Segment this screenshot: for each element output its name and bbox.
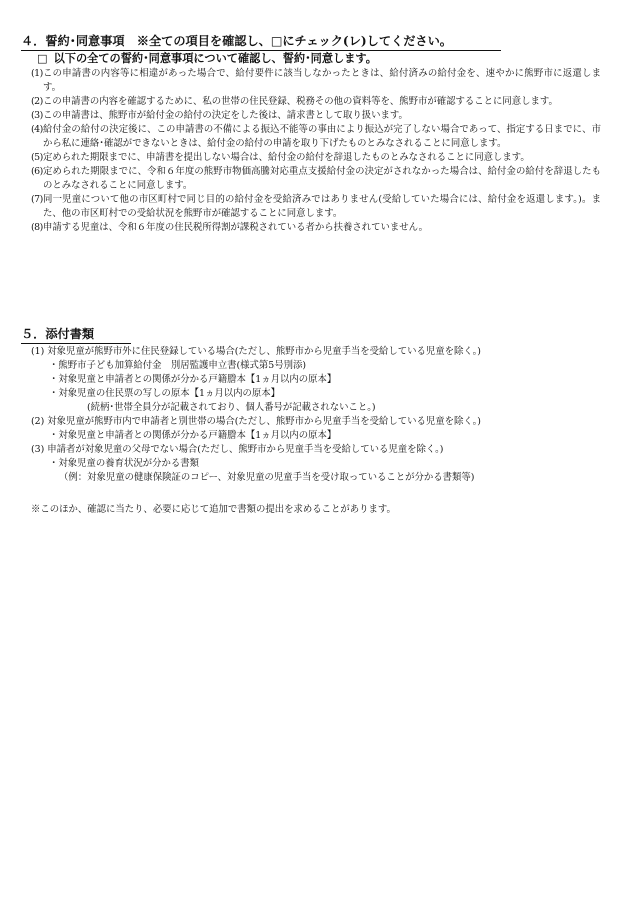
attachment-subnote: (続柄･世帯全員分が記載されており、個人番号が記載されないこと。) [87,402,376,413]
section5-title: ５．添付書類 [21,326,131,344]
attachment-item: ・対象児童の住民票の写しの原本【1ヵ月以内の原本】 [49,388,280,399]
pledge-number: (5) [31,152,43,163]
attachment-item: ・対象児童の養育状況が分かる書類 [49,458,200,469]
attachment-item: ・対象児童と申請者との関係が分かる戸籍謄本【1ヵ月以内の原本】 [49,374,337,385]
section4-title: ４．誓約･同意事項 ※全ての項目を確認し、□にチェック(レ)してください。 [21,33,501,51]
attachment-case: (3) 申請者が対象児童の父母でない場合(ただし、熊野市から児童手当を受給している児童を除く。) [31,444,444,455]
pledge-number: (6) [31,166,43,177]
pledge-number: (8) [31,222,43,233]
pledge-text: 定められた期限までに、令和６年度の熊野市物価高騰対応重点支援給付金の決定がされなかった場合は、給付金の給付を辞退したものとみなされることに同意します。 [43,166,601,191]
pledge-number: (2) [31,96,43,107]
agree-row[interactable] [37,51,377,66]
footnote: ※このほか、確認に当たり、必要に応じて追加で書類の提出を求めることがあります。 [31,504,396,515]
attachment-case: (1) 対象児童が熊野市外に住民登録している場合(ただし、熊野市から児童手当を受給している児童を除く。) [31,346,481,357]
pledge-text: 同一児童について他の市区町村で同じ目的の給付金を受給済みではありません(受給していた場合には、給付金を返還します。)。また、他の市区町村での受給状況を熊野市が確認することに同意します。 [43,194,601,219]
pledge-number: (1) [31,68,43,79]
pledge-item [31,123,601,151]
pledge-item [31,165,601,193]
pledge-item [31,221,601,235]
pledge-item [31,151,601,165]
attachment-example: （例：対象児童の健康保険証のコピー、対象児童の児童手当を受け取っていることが分かる書類等) [59,472,475,483]
attachment-list [31,345,601,485]
pledge-text: この申請書の内容を確認するために、私の世帯の住民登録、税務その他の資料等を、熊野市が確認することに同意します。 [43,96,558,107]
pledge-text: 給付金の給付の決定後に、この申請書の不備による振込不能等の事由により振込が完了しない場合であって、指定する日までに、市から私に連絡･確認ができないときは、給付金の給付の申請を取り下げたものとみなされることに同意します。 [43,124,601,149]
pledge-text: 定められた期限までに、申請書を提出しない場合は、給付金の給付を辞退したものとみなされることに同意します。 [43,152,530,163]
pledge-number: (4) [31,124,43,135]
pledge-text: 申請する児童は、令和６年度の住民税所得割が課税されている者から扶養されていません。 [43,222,428,233]
pledge-text: この申請書は、熊野市が給付金の給付の決定をした後は、請求書として取り扱います。 [43,110,408,121]
attachment-item: ・熊野市子ども加算給付金 別居監護申立書(様式第5号別添) [49,360,307,371]
attachment-item: ・対象児童と申請者との関係が分かる戸籍謄本【1ヵ月以内の原本】 [49,430,337,441]
agree-checkbox[interactable]: □ [37,51,48,65]
pledge-item [31,95,601,109]
attachment-case: (2) 対象児童が熊野市内で申請者と別世帯の場合(ただし、熊野市から児童手当を受給している児童を除く。) [31,416,481,427]
pledge-number: (7) [31,194,43,205]
agree-label: 以下の全ての誓約･同意事項について確認し、誓約･同意します。 [53,51,377,65]
pledge-list [31,67,601,235]
pledge-item [31,109,601,123]
pledge-item [31,193,601,221]
pledge-number: (3) [31,110,43,121]
pledge-item [31,67,601,95]
pledge-text: この申請書の内容等に相違があった場合で、給付要件に該当しなかったときは、給付済みの給付金を、速やかに熊野市に返還します。 [43,68,601,93]
